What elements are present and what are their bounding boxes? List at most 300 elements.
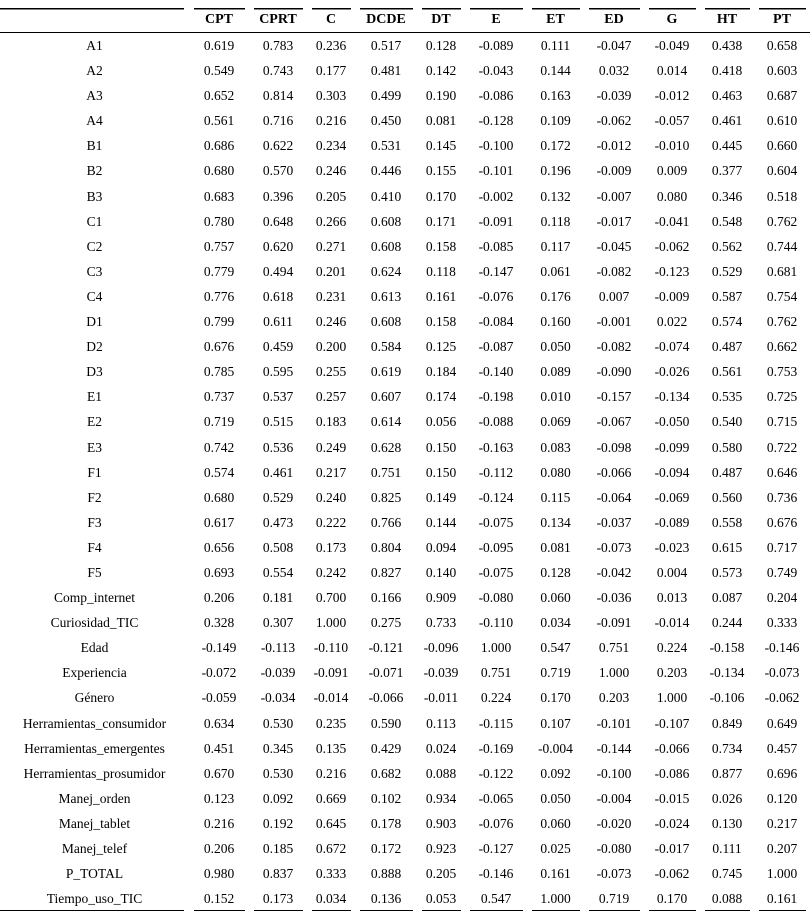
cell: -0.101 xyxy=(596,715,632,731)
cell: 0.537 xyxy=(262,389,294,405)
cell: 0.257 xyxy=(315,389,347,405)
cell: 0.026 xyxy=(711,790,743,806)
cell: -0.124 xyxy=(478,489,514,505)
cell: 0.080 xyxy=(656,188,688,204)
cell: 0.196 xyxy=(540,163,571,179)
cell: 0.178 xyxy=(370,815,402,831)
cell: 0.150 xyxy=(425,439,457,455)
cell: 0.149 xyxy=(425,489,457,505)
cell: 0.087 xyxy=(711,590,743,606)
cell: -0.085 xyxy=(478,238,514,254)
cell: 0.118 xyxy=(540,213,571,229)
cell: 0.217 xyxy=(766,815,798,831)
cell: -0.149 xyxy=(201,640,237,656)
cell: 0.174 xyxy=(425,389,457,405)
cell: 0.804 xyxy=(370,539,402,555)
cell: 0.069 xyxy=(540,414,571,430)
cell: 0.081 xyxy=(425,113,457,129)
cell: 0.799 xyxy=(203,314,235,330)
cell: 0.111 xyxy=(712,841,742,856)
cell: 0.080 xyxy=(540,464,571,480)
cell: -0.041 xyxy=(654,213,690,229)
cell: 0.980 xyxy=(203,866,235,882)
cell: -0.075 xyxy=(478,564,514,580)
cell: 0.152 xyxy=(189,886,249,911)
cell: -0.169 xyxy=(478,740,514,756)
cell: 0.128 xyxy=(540,564,571,580)
cell: 0.762 xyxy=(766,213,798,229)
row-label: Herramientas_prosumidor xyxy=(23,765,166,781)
cell: 0.088 xyxy=(700,886,754,911)
cell: -0.091 xyxy=(478,213,514,229)
cell: 0.050 xyxy=(540,790,571,806)
cell: 0.446 xyxy=(370,163,402,179)
cell: -0.100 xyxy=(596,765,632,781)
cell: 0.185 xyxy=(262,841,294,856)
column-header-pt: PT xyxy=(754,8,810,33)
cell: 0.744 xyxy=(766,238,798,254)
cell: 0.749 xyxy=(766,564,798,580)
cell: 0.204 xyxy=(766,590,798,606)
cell: 0.686 xyxy=(203,138,235,154)
cell: -0.101 xyxy=(478,163,514,179)
cell: 0.547 xyxy=(540,640,571,656)
cell: 0.050 xyxy=(540,339,571,355)
cell: 0.903 xyxy=(425,815,457,831)
table-row xyxy=(0,811,810,836)
cell: 0.144 xyxy=(540,63,571,79)
cell: -0.075 xyxy=(478,514,514,530)
cell: -0.091 xyxy=(313,665,349,681)
cell: 0.634 xyxy=(203,715,235,731)
cell: 0.535 xyxy=(711,389,743,405)
cell: 1.000 xyxy=(480,640,512,656)
cell: -0.017 xyxy=(596,213,632,229)
cell: 0.814 xyxy=(262,88,294,104)
row-label: Comp_internet xyxy=(54,590,135,606)
cell: 0.736 xyxy=(766,489,798,505)
table-row xyxy=(0,284,810,309)
cell: 0.457 xyxy=(766,740,798,756)
cell: 0.207 xyxy=(766,841,798,856)
cell: 0.190 xyxy=(425,88,457,104)
cell: -0.002 xyxy=(478,188,514,204)
cell: 0.837 xyxy=(262,866,294,882)
cell: 0.696 xyxy=(766,765,798,781)
cell: -0.045 xyxy=(596,238,632,254)
cell: 0.745 xyxy=(711,866,743,882)
cell: 0.751 xyxy=(370,464,402,480)
cell: 0.624 xyxy=(370,263,402,279)
cell: 0.719 xyxy=(540,665,571,681)
cell: 0.536 xyxy=(262,439,294,455)
cell: -0.039 xyxy=(423,665,459,681)
row-label: Edad xyxy=(80,640,109,656)
cell: -0.080 xyxy=(478,590,514,606)
cell: 0.595 xyxy=(262,364,294,380)
cell: 0.181 xyxy=(262,590,294,606)
cell: 0.170 xyxy=(425,188,457,204)
cell: 0.134 xyxy=(540,514,571,530)
cell: 0.032 xyxy=(598,63,630,79)
table-row xyxy=(0,309,810,334)
cell: -0.157 xyxy=(596,389,632,405)
cell: 0.676 xyxy=(203,339,235,355)
cell: 0.669 xyxy=(315,790,347,806)
cell: 0.246 xyxy=(315,163,347,179)
cell: 0.463 xyxy=(711,88,743,104)
cell: 0.216 xyxy=(315,765,347,781)
row-label: A4 xyxy=(86,113,103,129)
table-row xyxy=(0,184,810,209)
cell: 0.117 xyxy=(540,238,571,254)
column-header-et: ET xyxy=(527,8,584,33)
cell: -0.017 xyxy=(654,841,690,856)
cell: 0.242 xyxy=(315,564,347,580)
cell: 0.487 xyxy=(711,339,743,355)
cell: 0.171 xyxy=(425,213,457,229)
table-row xyxy=(0,685,810,710)
cell: -0.012 xyxy=(596,138,632,154)
cell: 0.216 xyxy=(315,113,347,129)
cell: 0.170 xyxy=(540,690,571,706)
cell: 0.271 xyxy=(315,238,347,254)
cell: 0.613 xyxy=(370,288,402,304)
cell: 0.888 xyxy=(370,866,402,882)
cell: 0.620 xyxy=(262,238,294,254)
cell: 0.461 xyxy=(711,113,743,129)
cell: 0.766 xyxy=(370,514,402,530)
cell: 0.827 xyxy=(370,564,402,580)
cell: -0.115 xyxy=(478,715,514,731)
cell: -0.089 xyxy=(478,38,514,53)
cell: -0.087 xyxy=(478,339,514,355)
row-label: Curiosidad_TIC xyxy=(50,615,139,631)
cell: -0.059 xyxy=(201,690,237,706)
cell: 0.155 xyxy=(425,163,457,179)
cell: 0.560 xyxy=(711,489,743,505)
cell: -0.080 xyxy=(596,841,632,856)
cell: 0.715 xyxy=(766,414,798,430)
cell: 0.111 xyxy=(540,38,571,53)
cell: 0.345 xyxy=(262,740,294,756)
cell: 0.719 xyxy=(584,886,644,911)
cell: 0.206 xyxy=(203,841,235,856)
cell: -0.062 xyxy=(764,690,800,706)
cell: 0.418 xyxy=(711,63,743,79)
cell: 0.061 xyxy=(540,263,571,279)
cell: 0.558 xyxy=(711,514,743,530)
cell: 0.618 xyxy=(262,288,294,304)
cell: 0.234 xyxy=(315,138,347,154)
row-label: A2 xyxy=(86,63,103,79)
cell: 0.619 xyxy=(203,38,235,53)
cell: 0.779 xyxy=(203,263,235,279)
cell: 0.508 xyxy=(262,539,294,555)
cell: -0.073 xyxy=(596,866,632,882)
cell: -0.144 xyxy=(596,740,632,756)
row-label: C4 xyxy=(86,288,103,304)
cell: 0.192 xyxy=(262,815,294,831)
cell: 0.681 xyxy=(766,263,798,279)
cell: 0.022 xyxy=(656,314,688,330)
cell: 0.461 xyxy=(262,464,294,480)
cell: 0.236 xyxy=(315,38,347,53)
cell: -0.096 xyxy=(423,640,459,656)
cell: 0.660 xyxy=(766,138,798,154)
cell: 1.000 xyxy=(315,615,347,631)
cell: 0.200 xyxy=(315,339,347,355)
cell: 0.751 xyxy=(598,640,630,656)
table-row xyxy=(0,108,810,133)
cell: 0.450 xyxy=(370,113,402,129)
cell: 0.161 xyxy=(754,886,810,911)
cell: 0.608 xyxy=(370,314,402,330)
cell: 0.737 xyxy=(203,389,235,405)
cell: 0.547 xyxy=(465,886,527,911)
cell: 0.109 xyxy=(540,113,571,129)
cell: 0.150 xyxy=(425,464,457,480)
cell: 0.410 xyxy=(370,188,402,204)
cell: -0.110 xyxy=(478,615,514,631)
cell: 0.172 xyxy=(370,841,402,856)
cell: 0.776 xyxy=(203,288,235,304)
table-row xyxy=(0,133,810,158)
cell: 0.092 xyxy=(540,765,571,781)
cell: 0.034 xyxy=(307,886,355,911)
cell: 0.136 xyxy=(355,886,417,911)
cell: 0.733 xyxy=(425,615,457,631)
cell: 0.201 xyxy=(315,263,347,279)
cell: 0.548 xyxy=(711,213,743,229)
cell: 0.083 xyxy=(540,439,571,455)
cell: 0.160 xyxy=(540,314,571,330)
cell: 0.604 xyxy=(766,163,798,179)
cell: 0.682 xyxy=(370,765,402,781)
cell: 0.734 xyxy=(711,740,743,756)
table-row xyxy=(0,435,810,460)
cell: 0.614 xyxy=(370,414,402,430)
cell: -0.024 xyxy=(654,815,690,831)
cell: 0.125 xyxy=(425,339,457,355)
cell: 0.751 xyxy=(480,665,512,681)
table-row xyxy=(0,259,810,284)
cell: 0.658 xyxy=(766,38,798,53)
cell: 0.619 xyxy=(370,364,402,380)
table-row xyxy=(0,761,810,786)
cell: -0.088 xyxy=(478,414,514,430)
cell: -0.072 xyxy=(201,665,237,681)
row-label: Herramientas_consumidor xyxy=(22,715,167,731)
cell: 0.934 xyxy=(425,790,457,806)
table-row xyxy=(0,711,810,736)
cell: 0.561 xyxy=(711,364,743,380)
cell: -0.112 xyxy=(478,464,514,480)
cell: -0.095 xyxy=(478,539,514,555)
cell: 0.603 xyxy=(766,63,798,79)
cell: -0.007 xyxy=(596,188,632,204)
cell: -0.037 xyxy=(596,514,632,530)
cell: 0.754 xyxy=(766,288,798,304)
cell: 0.459 xyxy=(262,339,294,355)
cell: 0.060 xyxy=(540,590,571,606)
cell: -0.020 xyxy=(596,815,632,831)
cell: 0.014 xyxy=(656,63,688,79)
row-label: E3 xyxy=(87,439,102,455)
cell: 0.562 xyxy=(711,238,743,254)
cell: 0.573 xyxy=(711,564,743,580)
cell: 0.132 xyxy=(540,188,571,204)
cell: 0.158 xyxy=(425,314,457,330)
cell: 0.205 xyxy=(315,188,347,204)
cell: 0.487 xyxy=(711,464,743,480)
cell: 0.396 xyxy=(262,188,294,204)
table-row xyxy=(0,334,810,359)
cell: 0.617 xyxy=(203,514,235,530)
cell: 0.762 xyxy=(766,314,798,330)
cell: 0.680 xyxy=(203,489,235,505)
cell: -0.015 xyxy=(654,790,690,806)
cell: 0.608 xyxy=(370,213,402,229)
row-label-header xyxy=(0,8,189,33)
cell: -0.122 xyxy=(478,765,514,781)
cell: 0.217 xyxy=(315,464,347,480)
header-row xyxy=(0,8,810,33)
cell: 0.429 xyxy=(370,740,402,756)
cell: -0.066 xyxy=(596,464,632,480)
cell: -0.100 xyxy=(478,138,514,154)
cell: 0.053 xyxy=(417,886,465,911)
cell: -0.004 xyxy=(538,740,573,756)
cell: 0.649 xyxy=(766,715,798,731)
cell: 0.549 xyxy=(203,63,235,79)
cell: 0.656 xyxy=(203,539,235,555)
cell: 0.849 xyxy=(711,715,743,731)
cell: 0.328 xyxy=(203,615,235,631)
cell: 0.161 xyxy=(425,288,457,304)
cell: 0.611 xyxy=(263,314,293,330)
cell: 0.615 xyxy=(711,539,743,555)
cell: 0.780 xyxy=(203,213,235,229)
row-label: B2 xyxy=(86,163,103,179)
cell: 0.113 xyxy=(426,715,456,731)
cell: -0.134 xyxy=(709,665,745,681)
row-label: B3 xyxy=(86,188,103,204)
cell: -0.086 xyxy=(478,88,514,104)
cell: -0.062 xyxy=(654,866,690,882)
cell: -0.057 xyxy=(654,113,690,129)
cell: 0.206 xyxy=(203,590,235,606)
cell: 0.652 xyxy=(203,88,235,104)
column-header-cprt: CPRT xyxy=(249,8,307,33)
cell: 0.570 xyxy=(262,163,294,179)
cell: 0.719 xyxy=(203,414,235,430)
cell: -0.014 xyxy=(654,615,690,631)
cell: -0.107 xyxy=(654,715,690,731)
cell: 0.877 xyxy=(711,765,743,781)
table-row xyxy=(0,460,810,485)
cell: 0.025 xyxy=(540,841,571,856)
cell: 0.574 xyxy=(711,314,743,330)
cell: 0.608 xyxy=(370,238,402,254)
cell: 0.346 xyxy=(711,188,743,204)
cell: 0.166 xyxy=(370,590,402,606)
table-row xyxy=(0,209,810,234)
cell: 0.662 xyxy=(766,339,798,355)
cell: 0.530 xyxy=(262,765,294,781)
row-label: Género xyxy=(74,690,115,706)
cell: 0.275 xyxy=(370,615,402,631)
cell: 0.451 xyxy=(203,740,235,756)
table-row xyxy=(0,510,810,535)
cell: 0.333 xyxy=(766,615,798,631)
cell: 0.333 xyxy=(315,866,347,882)
cell: -0.158 xyxy=(709,640,745,656)
cell: -0.106 xyxy=(709,690,745,706)
column-header-cpt: CPT xyxy=(189,8,249,33)
cell: -0.146 xyxy=(764,640,800,656)
cell: 0.094 xyxy=(425,539,457,555)
cell: 0.224 xyxy=(656,640,688,656)
cell: -0.094 xyxy=(654,464,690,480)
cell: 0.530 xyxy=(262,715,294,731)
cell: -0.163 xyxy=(478,439,514,455)
cell: 0.205 xyxy=(425,866,457,882)
cell: 0.034 xyxy=(540,615,571,631)
cell: 0.757 xyxy=(203,238,235,254)
cell: 0.222 xyxy=(315,514,347,530)
cell: -0.073 xyxy=(764,665,800,681)
cell: -0.090 xyxy=(596,364,632,380)
row-label: Manej_orden xyxy=(58,790,131,806)
row-label: F5 xyxy=(87,564,102,580)
cell: 0.584 xyxy=(370,339,402,355)
cell: 1.000 xyxy=(598,665,630,681)
cell: 0.145 xyxy=(425,138,457,154)
cell: -0.067 xyxy=(596,414,632,430)
cell: 0.693 xyxy=(203,564,235,580)
cell: 0.580 xyxy=(711,439,743,455)
cell: -0.066 xyxy=(368,690,404,706)
cell: 0.107 xyxy=(540,715,571,731)
cell: 0.481 xyxy=(370,63,402,79)
cell: 0.494 xyxy=(262,263,294,279)
column-header-c: C xyxy=(307,8,355,33)
cell: 0.590 xyxy=(370,715,402,731)
cell: 0.266 xyxy=(315,213,347,229)
cell: 0.142 xyxy=(425,63,457,79)
cell: 0.628 xyxy=(370,439,402,455)
cell: -0.082 xyxy=(596,339,632,355)
cell: 0.118 xyxy=(426,263,456,279)
row-label: B1 xyxy=(86,138,103,154)
column-header-g: G xyxy=(644,8,700,33)
row-label: D2 xyxy=(86,339,103,355)
table-row xyxy=(0,158,810,183)
cell: -0.128 xyxy=(478,113,514,129)
cell: 0.128 xyxy=(425,38,457,53)
cell: 0.009 xyxy=(656,163,688,179)
cell: -0.082 xyxy=(596,263,632,279)
table-row xyxy=(0,786,810,811)
cell: -0.034 xyxy=(260,690,296,706)
cell: -0.121 xyxy=(368,640,404,656)
table-row xyxy=(0,485,810,510)
cell: 0.224 xyxy=(480,690,512,706)
cell: 0.088 xyxy=(425,765,457,781)
cell: 0.135 xyxy=(315,740,347,756)
table-row xyxy=(0,635,810,660)
